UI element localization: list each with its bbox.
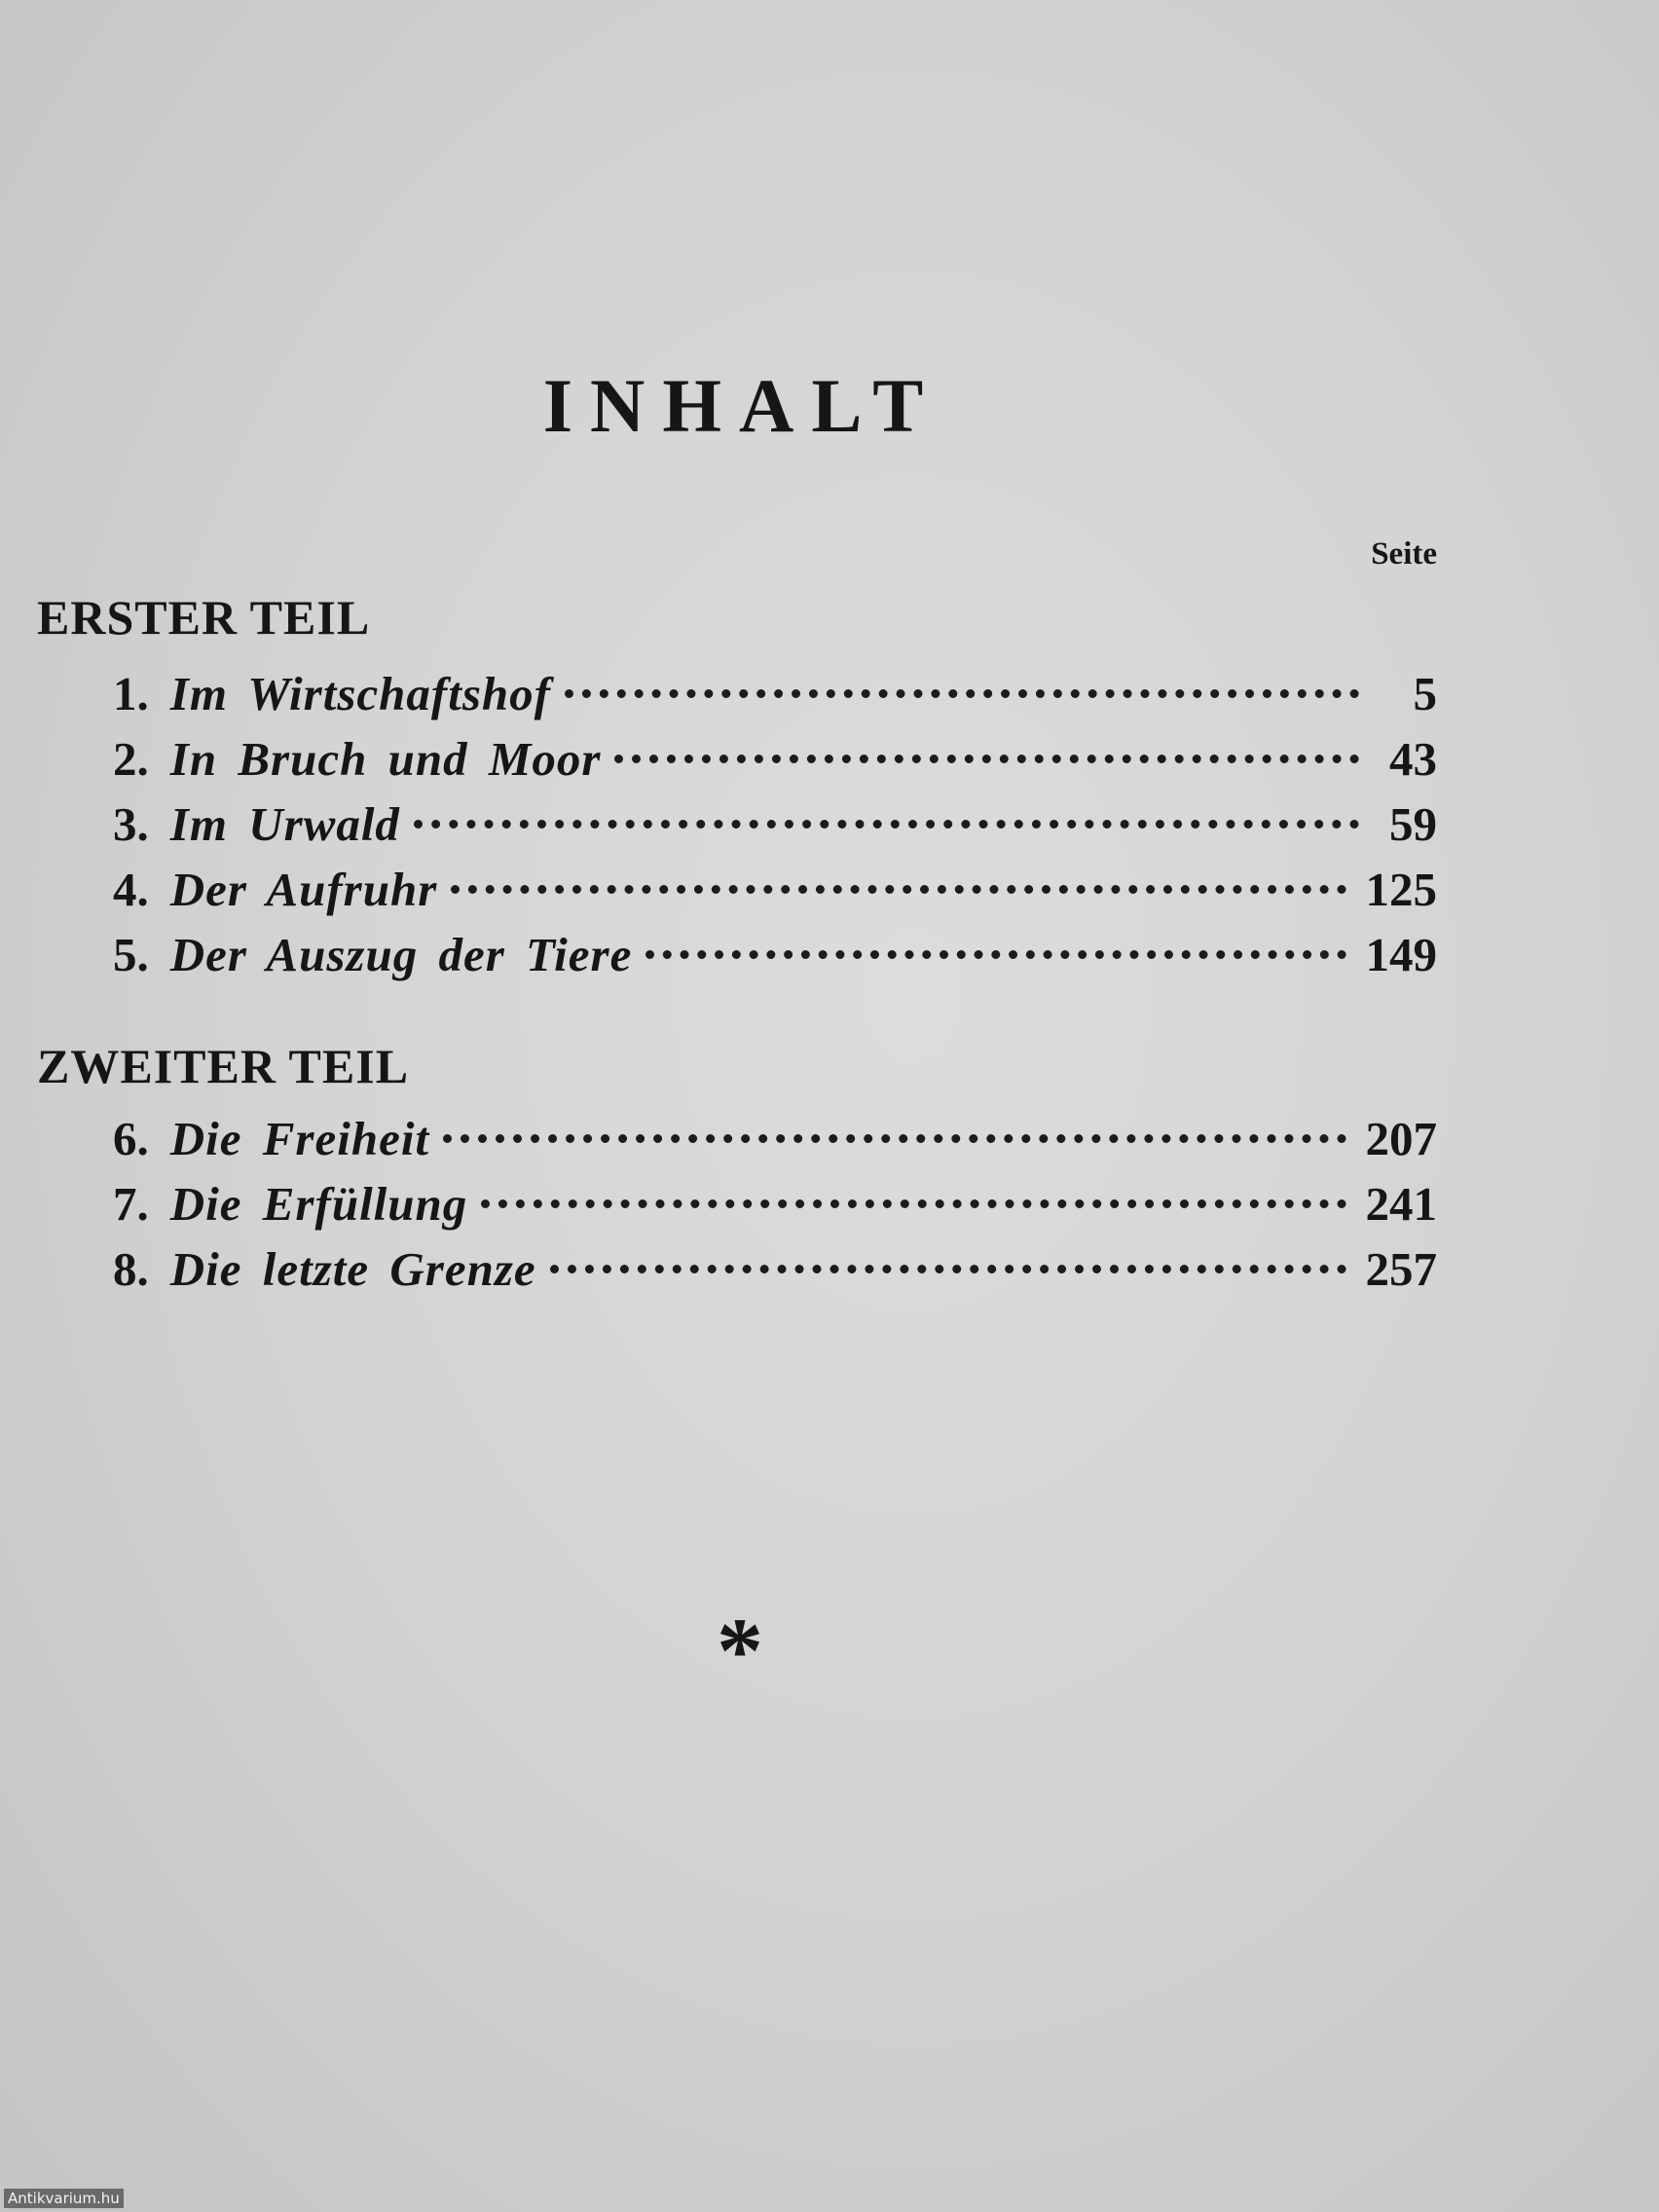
- dot-leader: [481, 1199, 1346, 1208]
- toc-entry: [113, 730, 1437, 789]
- dot-leader: [443, 1134, 1346, 1143]
- chapter-number: 2.: [113, 732, 149, 786]
- page-column-label: Seite: [1371, 536, 1437, 571]
- dot-leader: [550, 1265, 1346, 1273]
- dot-leader: [565, 689, 1359, 698]
- toc-entry: [113, 1110, 1437, 1168]
- chapter-page-number: 5: [1413, 667, 1437, 720]
- chapter-number: 6.: [113, 1112, 149, 1165]
- chapter-title: Im Wirtschaftshof: [169, 667, 551, 720]
- chapter-title: Die Erfüllung: [169, 1177, 468, 1231]
- dot-leader: [414, 820, 1359, 829]
- chapter-title: Im Urwald: [169, 797, 400, 851]
- toc-entry: [113, 665, 1437, 723]
- chapter-title: Der Auszug der Tiere: [169, 928, 633, 981]
- chapter-title: In Bruch und Moor: [169, 732, 602, 786]
- toc-entry: [113, 926, 1437, 984]
- part-heading-2: ZWEITER TEIL: [37, 1039, 410, 1093]
- chapter-page-number: 125: [1365, 863, 1437, 916]
- chapter-title: Der Aufruhr: [169, 863, 438, 916]
- chapter-title: Die Freiheit: [169, 1112, 430, 1165]
- chapter-number: 7.: [113, 1177, 149, 1231]
- part-heading-1: ERSTER TEIL: [37, 590, 371, 645]
- chapter-number: 3.: [113, 797, 149, 851]
- toc-entry: [113, 861, 1437, 919]
- dot-leader: [614, 755, 1359, 763]
- watermark: Antikvarium.hu: [4, 2189, 124, 2208]
- chapter-number: 8.: [113, 1242, 149, 1296]
- chapter-page-number: 257: [1365, 1242, 1437, 1296]
- chapter-title: Die letzte Grenze: [169, 1242, 536, 1296]
- toc-entry: [113, 795, 1437, 854]
- chapter-number: 5.: [113, 928, 149, 981]
- chapter-page-number: 207: [1365, 1112, 1437, 1165]
- dot-leader: [645, 950, 1346, 959]
- chapter-page-number: 59: [1389, 797, 1437, 851]
- dot-leader: [451, 885, 1346, 894]
- chapter-page-number: 149: [1365, 928, 1437, 981]
- toc-entry: [113, 1175, 1437, 1234]
- chapter-number: 4.: [113, 863, 149, 916]
- toc-title: INHALT: [542, 363, 941, 448]
- chapter-number: 1.: [113, 667, 149, 720]
- ornament-asterisk: *: [717, 1599, 763, 1703]
- chapter-page-number: 43: [1389, 732, 1437, 786]
- chapter-page-number: 241: [1365, 1177, 1437, 1231]
- toc-entry: [113, 1240, 1437, 1299]
